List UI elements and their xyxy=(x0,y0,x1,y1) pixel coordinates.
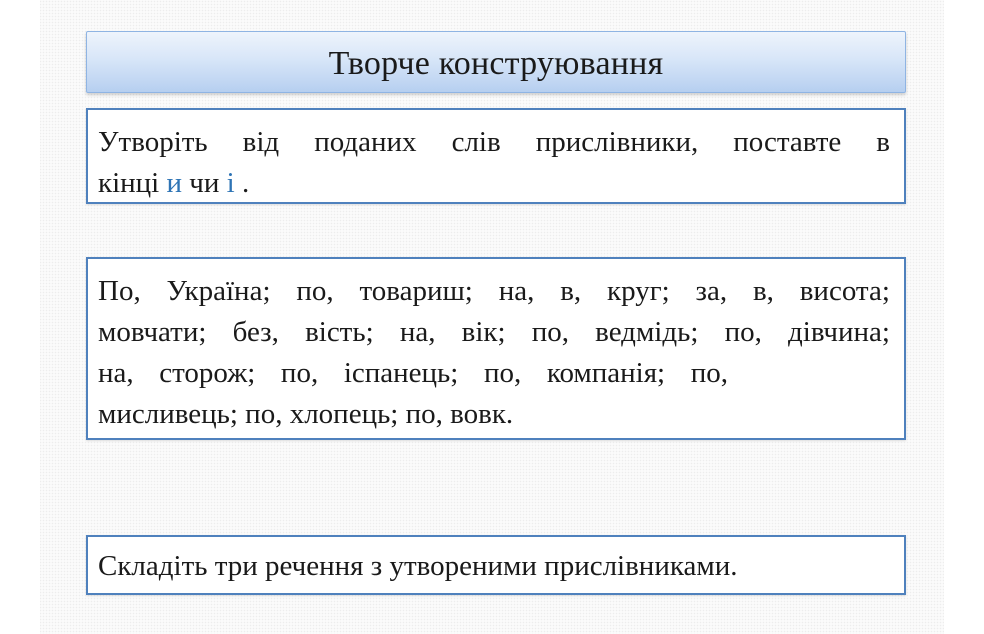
word-item: дівчина; xyxy=(788,316,890,348)
slide-right-margin xyxy=(944,0,984,634)
word-item: без, xyxy=(232,316,279,348)
instruction-period: . xyxy=(241,167,250,199)
instruction-connector: чи xyxy=(189,167,220,199)
instruction-word: поставте xyxy=(733,126,842,158)
instruction-word: кінці xyxy=(98,167,160,199)
instruction-word: поданих xyxy=(314,126,417,158)
instruction-word: слів xyxy=(451,126,501,158)
word-item: по, xyxy=(296,275,334,307)
word-item: мовчати; xyxy=(98,316,207,348)
word-item: по, xyxy=(531,316,569,348)
word-item: по, xyxy=(280,357,319,389)
word-item: Україна; xyxy=(166,275,271,307)
instruction-line-1 xyxy=(98,122,890,163)
word-list-box xyxy=(86,257,906,440)
task-text: Складіть три речення з утвореними прислівниками. xyxy=(98,550,738,582)
word-item: по, xyxy=(690,357,728,389)
instruction-word: прислівники, xyxy=(535,126,699,158)
word-item: в, xyxy=(560,275,582,307)
slide-title: Творче конструювання xyxy=(328,45,664,82)
instruction-line-2 xyxy=(98,163,890,204)
word-item: по, xyxy=(483,357,522,389)
word-item: товариш; xyxy=(359,275,473,307)
word-item: на, xyxy=(399,316,436,348)
title-bar xyxy=(86,31,906,93)
word-item: за, xyxy=(695,275,728,307)
slide-left-margin xyxy=(0,0,40,634)
word-item: іспанець; xyxy=(343,357,459,389)
word-line-4: мисливець; по, хлопець; по, вовк. xyxy=(98,398,514,430)
letter-i-highlight: і xyxy=(226,167,235,199)
word-item: круг; xyxy=(607,275,670,307)
word-item: по, xyxy=(724,316,762,348)
word-item: ведмідь; xyxy=(595,316,699,348)
instruction-word: від xyxy=(242,126,280,158)
word-line-2 xyxy=(98,312,890,353)
task-box xyxy=(86,535,906,595)
word-item: висота; xyxy=(799,275,890,307)
word-item: компанія; xyxy=(546,357,666,389)
word-item: По, xyxy=(98,275,141,307)
word-item: вік; xyxy=(461,316,506,348)
instruction-word: Утворіть xyxy=(98,126,208,158)
word-item: в, xyxy=(752,275,774,307)
word-line-3 xyxy=(98,353,728,394)
word-item: вість; xyxy=(305,316,374,348)
word-line-1 xyxy=(98,271,890,312)
word-item: на, xyxy=(498,275,535,307)
letter-y-highlight: и xyxy=(166,167,183,199)
word-item: сторож; xyxy=(159,357,256,389)
word-item: на, xyxy=(98,357,134,389)
instruction-box xyxy=(86,108,906,204)
instruction-word: в xyxy=(876,126,890,158)
